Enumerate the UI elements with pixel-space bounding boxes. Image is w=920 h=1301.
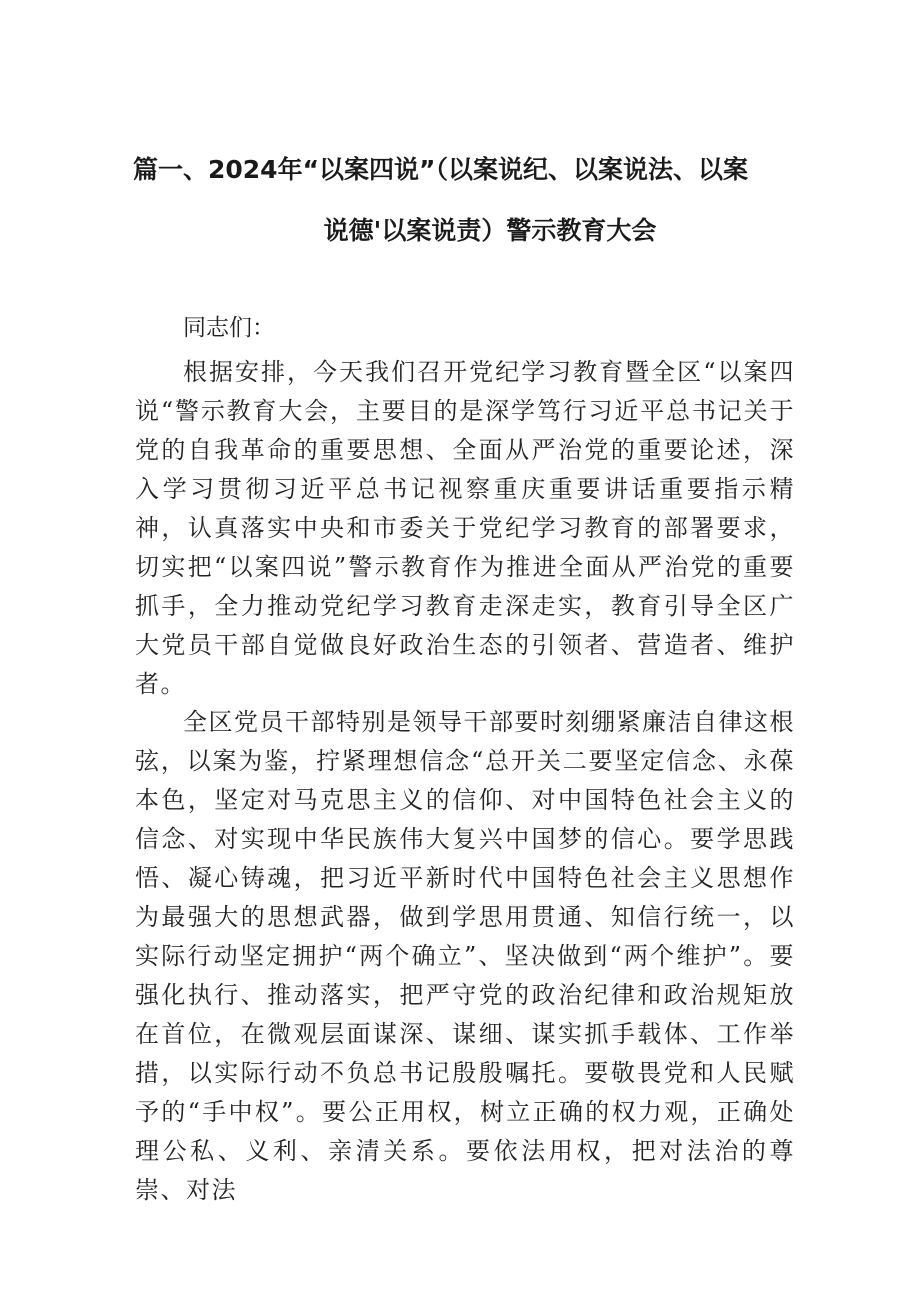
salutation: 同志们： xyxy=(183,315,275,341)
body-paragraph-1 xyxy=(135,353,795,704)
paragraph-text: 根据安排，今天我们召开党纪学习教育暨全区“以案四说“警示教育大会，主要目的是深学笃行习近平总书记关于党的自我革命的重要思想、全面从严治党的重要论述，深入学习贯彻习近平总书记视察重庆重要讲话重要指示精神，认真落实中央和市委关于党纪学习教育的部署要求，切实把“以案四说”警示教育作为推进全面从严治党的重要抓手，全力推动党纪学习教育走深走实，教育引导全区广大党员干部自觉做良好政治生态的引领者、营造者、维护者。 xyxy=(135,358,795,698)
document-title-line-2: 说德'以案说责）警示教育大会 xyxy=(323,216,657,245)
document-title-line-1: 篇一、2024年“以案四说”（以案说纪、以案说法、以案 xyxy=(133,155,748,184)
body-paragraph-2 xyxy=(135,703,795,1210)
paragraph-text: 全区党员干部特别是领导干部要时刻绷紧廉洁自律这根弦，以案为鉴，拧紧理想信念“总开关二要坚定信念、永葆本色，坚定对马克思主义的信仰、对中国特色社会主义的信念、对实现中华民族伟大复兴中国梦的信心。要学思践悟、凝心铸魂，把习近平新时代中国特色社会主义思想作为最强大的思想武器，做到学思用贯通、知信行统一，以实际行动坚定拥护“两个确立”、坚决做到“两个维护”。要强化执行、推动落实，把严守党的政治纪律和政治规矩放在首位，在微观层面谋深、谋细、谋实抓手载体、工作举措，以实际行动不负总书记殷殷嘱托。要敬畏党和人民赋予的“手中权”。要公正用权，树立正确的权力观，正确处理公私、义利、亲清关系。要依法用权，把对法治的尊崇、对法 xyxy=(135,708,795,1204)
